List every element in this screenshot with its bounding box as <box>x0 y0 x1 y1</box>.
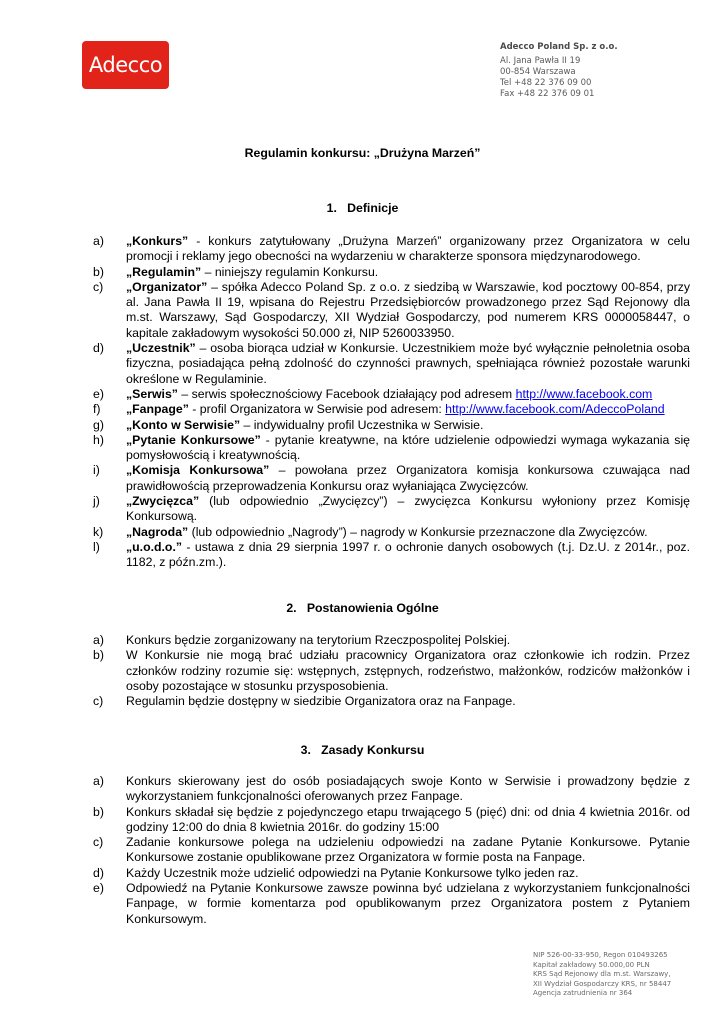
address-fax: Fax +48 22 376 09 01 <box>500 89 595 99</box>
term: „Konto w Serwisie” <box>126 417 241 432</box>
term: „Zwycięzca” <box>126 494 200 509</box>
list-item: l) „u.o.d.o.” - ustawa z dnia 29 sierpnia 1997 r. o ochronie danych osobowych (t.j. Dz.U. z 2014r., poz. 1182, z późn.zm.). <box>93 539 690 570</box>
term: „u.o.d.o.” <box>126 539 183 554</box>
footer-line: Agencja zatrudnienia nr 364 <box>533 989 633 998</box>
list-item: e) „Serwis” – serwis społecznościowy Facebook działający pod adresem http://www.facebook.com <box>93 386 653 401</box>
list-item: h) „Pytanie Konkursowe” - pytanie kreatywne, na które udzielenie odpowiedzi wymaga wykazania się pomysłowością i kreatywnością. <box>93 432 691 463</box>
list-item: g) „Konto w Serwisie” – indywidualny profil Uczestnika w Serwisie. <box>93 417 484 432</box>
list-item: i) „Komisja Konkursowa” – powołana przez Organizatora komisja konkursowa czuwająca nad prawidłowością przeprowadzenia Konkursu oraz wyłaniająca Zwycięzców. <box>93 463 691 493</box>
general-provisions-list <box>93 633 690 709</box>
list-item: b) Konkurs składał się będzie z pojedynczego etapu trwającego 5 (pięć) dni: od dnia 4 kwietnia 2016r. od godziny 12:00 do dnia 8 kwietnia 2016r. do godziny 15:00 <box>93 804 690 834</box>
list-item: c) Zadanie konkursowe polega na udzieleniu odpowiedzi na zadane Pytanie Konkursowe. Pytanie Konkursowe zostanie opublikowane przez Organizatora w formie posta na Fanpage. <box>93 835 690 865</box>
fanpage-link[interactable]: http://www.facebook.com/AdeccoPoland <box>445 402 665 417</box>
definitions-list <box>93 234 690 571</box>
address-tel: Tel +48 22 376 09 00 <box>500 78 592 88</box>
address-street: Al. Jana Pawła II 19 <box>500 56 581 66</box>
term: „Konkurs” <box>126 234 189 248</box>
term: „Uczestnik” <box>126 341 196 356</box>
list-item: f) „Fanpage” - profil Organizatora w Serwisie pod adresem: http://www.facebook.com/AdeccoPoland <box>93 402 665 417</box>
list-item: a) „Konkurs” - konkurs zatytułowany „Drużyna Marzeń” organizowany przez Organizatora w celu promocji i reklamy jego obecności na wydarzeniu w charakterze sponsora międzynarodowego. <box>93 234 690 264</box>
company-logo <box>82 41 169 89</box>
list-item: d) „Uczestnik” – osoba biorąca udział w Konkursie. Uczestnikiem może być wyłącznie pełnoletnia osoba fizyczna, posiadająca pełną zdolność do czynności prawnych, spełniająca również pozostałe warunki określone w Regulaminie. <box>93 341 690 386</box>
list-item: c) Regulamin będzie dostępny w siedzibie Organizatora oraz na Fanpage. <box>93 694 516 709</box>
footer-line: NIP 526-00-33-950, Regon 010493265 <box>533 951 668 959</box>
list-item: b) „Regulamin” – niniejszy regulamin Konkursu. <box>93 264 379 279</box>
list-item: j) „Zwycięzca” (lub odpowiednio „Zwycięzcy”) – zwycięzca Konkursu wyłoniony przez Komisję Konkursową. <box>93 494 690 524</box>
footer-line: Kapitał zakładowy 50.000,00 PLN <box>533 960 650 969</box>
list-item: a) Konkurs skierowany jest do osób posiadających swoje Konto w Serwisie i prowadzony będzie z wykorzystaniem funkcjonalności oferowanych przez Fanpage. <box>93 774 690 804</box>
logo-text: Adecco <box>88 53 163 77</box>
section-heading-definitions: 1. Definicje <box>326 201 399 215</box>
company-address <box>500 42 618 100</box>
term: „Nagroda” <box>126 524 189 539</box>
address-city: 00-854 Warszawa <box>500 67 576 77</box>
term: „Fanpage” <box>126 402 189 417</box>
section-heading-general: 2. Postanowienia Ogólne <box>286 601 439 615</box>
term: „Organizator” <box>126 279 208 294</box>
list-item: e) Odpowiedź na Pytanie Konkursowe zawsze powinna być udzielana z wykorzystaniem funkcjonalności Fanpage, w formie komentarza pod opublikowanym przez Organizatora postem z Pytaniem Konkursowym. <box>93 881 690 926</box>
facebook-link[interactable]: http://www.facebook.com <box>515 386 653 401</box>
section-heading-rules: 3. Zasady Konkursu <box>300 743 425 757</box>
term: „Regulamin” <box>126 264 202 279</box>
footer-line: KRS Sąd Rejonowy dla m.st. Warszawy, <box>533 970 671 979</box>
company-registration-footer <box>533 951 671 999</box>
term: „Pytanie Konkursowe” <box>126 432 261 447</box>
term: „Komisja Konkursowa” <box>126 463 270 478</box>
document-title: Regulamin konkursu: „Drużyna Marzeń” <box>244 146 481 160</box>
list-item: b) W Konkursie nie mogą brać udziału pracownicy Organizatora oraz członkowie ich rodzin. Przez członków rodziny rozumie się: wstępnych, zstępnych, rodzeństwo, małżonków, rodziców małżonków i osoby pozostające w stosunku przysposobienia. <box>93 648 690 693</box>
list-item: c) „Organizator” – spółka Adecco Poland Sp. z o.o. z siedzibą w Warszawie, kod pocztowy 00-854, przy al. Jana Pawła II 19, wpisana do Rejestru Przedsiębiorców prowadzonego przez Sąd Rejonowy dla m.st. Warszawy, Sąd Gospodarczy, XII Wydział Gospodarczy, pod numerem KRS 0000058447, o kapitale zakładowym wysokości 50.000 zł, NIP 5260033950. <box>93 279 690 340</box>
list-item: k) „Nagroda” (lub odpowiednio „Nagrody”) – nagrody w Konkursie przeznaczone dla Zwycięzców. <box>93 524 648 539</box>
contest-rules-list <box>93 774 690 927</box>
term: „Serwis” <box>126 386 178 401</box>
list-item: d) Każdy Uczestnik może udzielić odpowiedzi na Pytanie Konkursowe tylko jeden raz. <box>93 865 579 880</box>
address-company: Adecco Poland Sp. z o.o. <box>500 42 618 52</box>
footer-line: XII Wydział Gospodarczy KRS, nr 58447 <box>533 979 672 988</box>
list-item: a) Konkurs będzie zorganizowany na terytorium Rzeczpospolitej Polskiej. <box>93 633 511 647</box>
